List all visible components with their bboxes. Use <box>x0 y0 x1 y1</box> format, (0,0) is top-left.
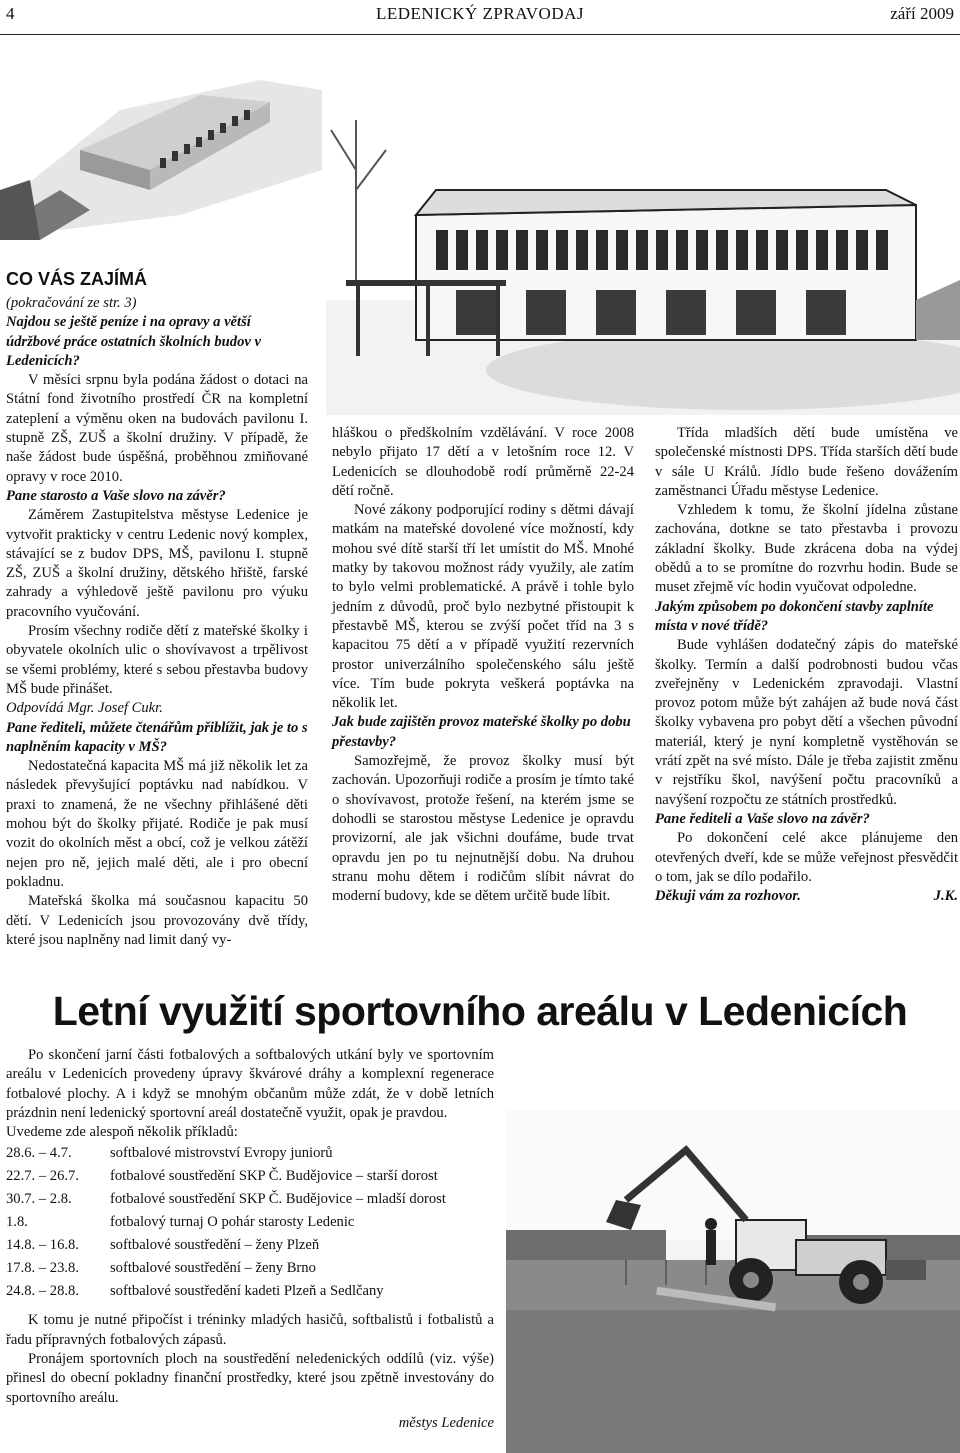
paragraph: Třída mladších dětí bude umístěna ve společenské místnosti DPS. Třída starších dětí bude v sále U Králů. Jídlo bude řešeno dovážením zaměstnanci Úřadu městyse Ledenice. <box>655 425 958 499</box>
schedule-row <box>6 1144 446 1167</box>
closing-line <box>655 887 958 906</box>
paragraph: Mateřská školka má současnou kapacitu 50 dětí. V Ledenicích jsou provozovány dvě třídy, které jsou naplněny nad limit daný vy- <box>6 893 308 948</box>
answer-attribution: Odpovídá Mgr. Josef Cukr. <box>6 700 163 717</box>
question: Pane starosto a Vaše slovo na závěr? <box>6 487 226 504</box>
paragraph: Bude vyhlášen dodatečný zápis do mateřské školky. Termín a další podrobnosti budou včas zveřejněny v Ledenickém zpravodaji. Vlastní provoz potom může být zahájen až bude nová část školky vybavena pro pobyt dětí a všechen původní materiál, který je nyní kompletně vystěhován se vrátí zpět na své místo. Dále je třeba zajistit změnu v rejstříku škol, navýšení počtu pracovníků a navýšení rozpočtu ze státních prostředků. <box>655 637 958 808</box>
article-column-right <box>655 424 958 906</box>
schedule-row <box>6 1259 446 1282</box>
paragraph: Nové zákony podporující rodiny s dětmi dávají matkám na mateřské dovolené více možností, kdy mohou své dítě starší tří let umístit do MŠ. Mnohé matky by takovou možnost rády využily, ale zatím to bylo velmi problematické. A právě i tohle bylo jedním z důvodů, proč bylo nezbytné přistoupit k přestavbě MŠ, kterou se zvýší počet tříd na 3 s kapacitou 75 dětí a v případě využití rezervních prostor univerzálního společenského sálu ještě více. Tím bude pokryta veškerá poptávka na několik let. <box>332 502 634 712</box>
paragraph: Pronájem sportovních ploch na soustředění neledenických oddílů (viz. výše) přinesl do obecní pokladny finanční prostředky, které jsou zpětně investovány do sportovního areálu. <box>6 1351 494 1406</box>
paragraph: Prosím všechny rodiče dětí z mateřské školky i obyvatele okolních ulic o shovívavost a trpělivost se všemi problémy, které s sebou přestavba budovy MŠ bude přinášet. <box>6 623 308 697</box>
paragraph: Nedostatečná kapacita MŠ má již několik let za následek převyšující poptávku nad nabídkou. V praxi to znamená, že ne všechny přihlášené děti mohou být do školky přijaté. Rodiče je pak musí vozit do okolních měst a obcí, což je velkou zátěží nejen pro ně, jejich malé děti, ale i pro obecní pokladnu. <box>6 758 308 890</box>
sports-article <box>6 1046 494 1433</box>
question: Pane řediteli, můžete čtenářům přiblížit, jak je to s naplněním kapacity v MŠ? <box>6 719 308 755</box>
page-number: 4 <box>6 4 15 23</box>
article-signature: městys Ledenice <box>398 1414 494 1431</box>
paragraph: hláškou o předškolním vzdělávání. V roce 2008 nebylo přijato 17 dětí a v letošním roce 12. V Ledenicích se dlouhodobě rodí průměrně 22-24 dětí ročně. <box>332 425 634 499</box>
excavator-photo <box>506 1110 960 1453</box>
section-title: CO VÁS ZAJÍMÁ <box>6 269 148 289</box>
page-header <box>0 0 960 35</box>
schedule-event: softbalové soustředění – ženy Plzeň <box>110 1237 320 1254</box>
question: Jakým způsobem po dokončení stavby zaplníte místa v nové třídě? <box>655 598 934 634</box>
paragraph: Vzhledem k tomu, že školní jídelna zůstane zachována, dotkne se tato přestavba i provozu základní školky. Bude zkrácena doba na výdej obědů a to se promítne do rozvrhu hodin. Bude se muset zřejmě víc hodin vyučovat odpoledne. <box>655 502 958 596</box>
issue-date: září 2009 <box>890 4 954 23</box>
article-column-middle <box>332 424 634 906</box>
schedule-event: fotbalový turnaj O pohár starosty Ledenic <box>110 1214 355 1231</box>
schedule-event: softbalové soustředění kadeti Plzeň a Sedlčany <box>110 1283 384 1300</box>
event-schedule <box>6 1144 446 1305</box>
paragraph: K tomu je nutné připočíst i tréninky mladých hasičů, softbalistů i fotbalistů a řadu přípravných fotbalových zápasů. <box>6 1312 494 1348</box>
article-headline: Letní využití sportovního areálu v Ledenicích <box>52 988 908 1034</box>
paragraph: Po dokončení celé akce plánujeme den otevřených dveří, kde se může veřejnost přesvědčit o tom, jak se dílo podařilo. <box>655 830 958 885</box>
building-rendering-main <box>326 40 960 415</box>
schedule-date: 24.8. – 28.8. <box>6 1283 79 1300</box>
thanks-text: Děkuji vám za rozhovor. <box>655 888 801 905</box>
schedule-date: 1.8. <box>6 1214 28 1231</box>
newsletter-title: LEDENICKÝ ZPRAVODAJ <box>376 4 584 23</box>
paragraph: Po skončení jarní části fotbalových a softbalových utkání byly ve sportovním areálu v Ledenicích provedeny úpravy škvárové dráhy a komplexní regenerace fotbalové plochy. A i když se mnohým občanům může zdát, že v době letních prázdnin není ledenický sportovní areál dostatečně využit, opak je pravdou. <box>6 1047 494 1121</box>
paragraph: V měsíci srpnu byla podána žádost o dotaci na Státní fond životního prostředí ČR na kompletní zateplení a výměnu oken na budovách pavilonu I. stupně ZŠ, ZUŠ a školní družiny. V případě, že naše žádost bude úspěšná, proběhnou zmiňované opravy v roce 2010. <box>6 372 308 485</box>
schedule-event: softbalové mistrovství Evropy juniorů <box>110 1145 333 1162</box>
building-rendering-left <box>0 40 322 240</box>
schedule-date: 14.8. – 16.8. <box>6 1237 79 1254</box>
schedule-event: softbalové soustředění – ženy Brno <box>110 1260 316 1277</box>
schedule-date: 22.7. – 26.7. <box>6 1168 79 1185</box>
question: Jak bude zajištěn provoz mateřské školky po dobu přestavby? <box>332 714 631 750</box>
paragraph: Záměrem Zastupitelstva městyse Ledenice je vytvořit prakticky v centru Ledenic nový komplex, stávající se z budov DPS, MŠ, pavilonu I. stupně ZŠ, ZUŠ a školní družiny, dětského hřiště, farské zahrady a výhledově ještě pavilonu pro výuku pracovního vyučování. <box>6 507 308 620</box>
question: Najdou se ještě peníze i na opravy a větší údržbové práce ostatních školních budov v Ledenicích? <box>6 314 261 369</box>
schedule-row <box>6 1167 446 1190</box>
schedule-date: 28.6. – 4.7. <box>6 1145 72 1162</box>
schedule-row <box>6 1213 446 1236</box>
list-intro: Uvedeme zde alespoň několik příkladů: <box>6 1124 238 1141</box>
schedule-row <box>6 1236 446 1259</box>
article-column-left <box>6 268 308 950</box>
schedule-event: fotbalové soustředění SKP Č. Budějovice – starší dorost <box>110 1168 438 1185</box>
schedule-event: fotbalové soustředění SKP Č. Budějovice – mladší dorost <box>110 1191 446 1208</box>
paragraph: Samozřejmě, že provoz školky musí být zachován. Upozorňuji rodiče a prosím je tímto také o shovívavost, protože řešení, na kterém jsme se dohodli se starostou městyse Ledenice je opravdu provizorní, ale jak všichni doufáme, bude trvat opravdu jen po tu nejnutnější dobu. Na druhou stranu mohu dětem i rodičům slíbit návrat do moderní budovy, kde se dětem určitě bude líbit. <box>332 753 634 905</box>
schedule-row <box>6 1282 446 1305</box>
author-initials: J.K. <box>933 888 958 905</box>
schedule-row <box>6 1190 446 1213</box>
schedule-date: 17.8. – 23.8. <box>6 1260 79 1277</box>
continued-note: (pokračování ze str. 3) <box>6 295 137 311</box>
schedule-date: 30.7. – 2.8. <box>6 1191 72 1208</box>
question: Pane řediteli a Vaše slovo na závěr? <box>655 810 870 827</box>
